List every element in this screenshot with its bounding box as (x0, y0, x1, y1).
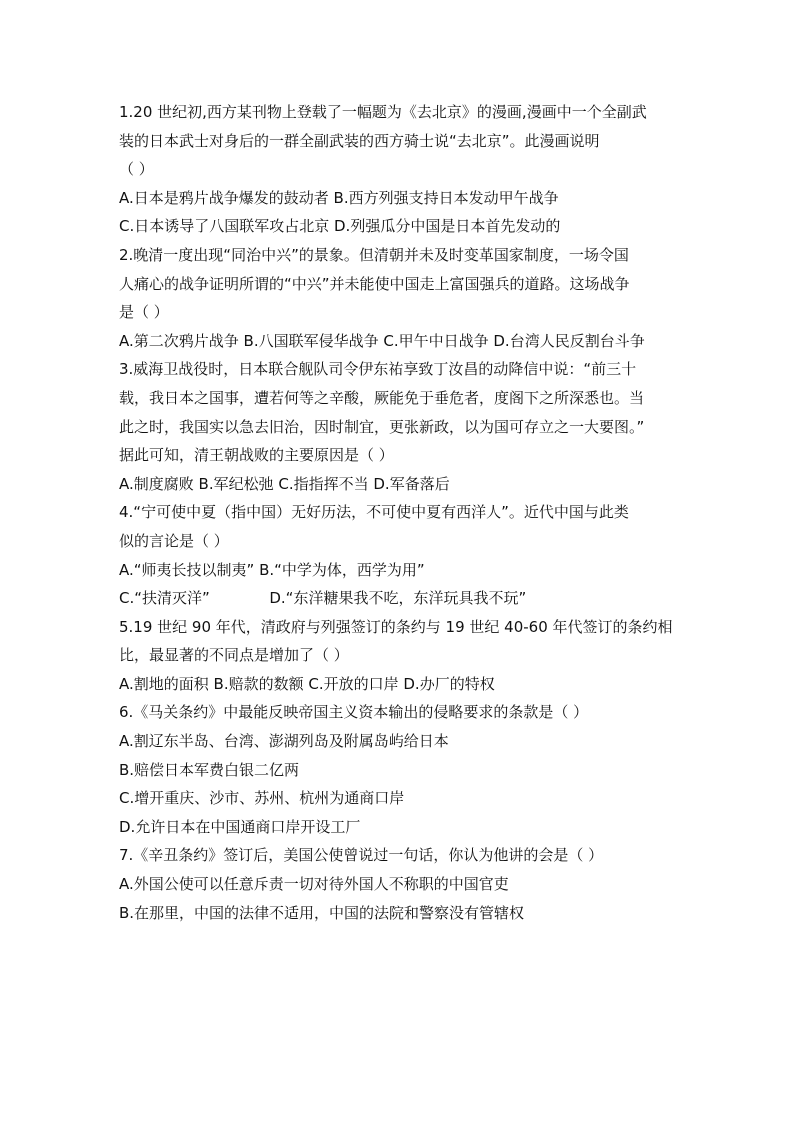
question-6 (119, 698, 794, 841)
q6-option-d: D.允许日本在中国通商口岸开设工厂 (119, 817, 361, 836)
q2-stem-line: 人痛心的战争证明所谓的“中兴”并未能使中国走上富国强兵的道路。这场战争 (119, 274, 630, 293)
q6-option-c: C.增开重庆、沙市、苏州、杭州为通商口岸 (119, 789, 405, 808)
q7-stem-line: 7.《辛丑条约》签订后，美国公使曾说过一句话，你认为他讲的会是（ ） (119, 846, 604, 865)
q5-stem-line: 5.19 世纪 90 年代，清政府与列强签订的条约与 19 世纪 40-60 年代签订的条约相 (119, 617, 673, 636)
q3-stem-line: 据此可知，清王朝战败的主要原因是（ ） (119, 446, 394, 465)
q3-stem-line: 3.威海卫战役时，日本联合舰队司令伊东祐享致丁汝昌的动降信中说：“前三十 (119, 360, 637, 379)
q4-stem-line: 似的言论是（ ） (119, 531, 229, 550)
q1-stem-line: 1.20 世纪初,西方某刊物上登载了一幅题为《去北京》的漫画,漫画中一个全副武 (119, 103, 647, 121)
q3-options: A.制度腐败 B.军纪松弛 C.指指挥不当 D.军备落后 (119, 474, 450, 493)
q4-options-ab: A.“师夷长技以制夷” B.“中学为体，西学为用” (119, 560, 425, 579)
q4-options-cd (119, 584, 794, 613)
q1-options-ab: A.日本是鸦片战争爆发的鼓动者 B.西方列强支持日本发动甲午战争 (119, 188, 559, 207)
q4-stem-line: 4.“宁可使中夏（指中国）无好历法，不可使中夏有西洋人”。近代中国与此类 (119, 503, 629, 522)
q2-stem-line: 2.晚清一度出现“同治中兴”的景象。但清朝并未及时变革国家制度，一场令国 (119, 245, 629, 264)
q2-options: A.第二次鸦片战争 B.八国联军侵华战争 C.甲午中日战争 D.台湾人民反割台斗争 (119, 331, 645, 350)
q3-stem-line: 此之时，我国实以急去旧治，因时制宜，更张新政，以为国可存立之一大要图。” (119, 417, 645, 436)
q1-answer-blank: （ ） (119, 160, 154, 179)
q7-option-b: B.在那里，中国的法律不适用，中国的法院和警察没有管辖权 (119, 903, 525, 922)
q6-option-b: B.赔偿日本军费白银二亿两 (119, 760, 300, 779)
question-1 (119, 98, 794, 241)
q6-option-a: A.割辽东半岛、台湾、澎湖列岛及附属岛屿给日本 (119, 732, 449, 751)
question-5 (119, 613, 794, 699)
q2-stem-line: 是（ ） (119, 303, 169, 322)
question-2 (119, 241, 794, 355)
question-7 (119, 841, 794, 927)
q3-stem-line: 载，我日本之国事，遭若何等之辛酸，厥能免于垂危者，度阁下之所深悉也。当 (119, 388, 645, 407)
question-3 (119, 355, 794, 498)
q1-stem-line: 装的日本武士对身后的一群全副武装的西方骑士说“去北京”。此漫画说明 (119, 131, 600, 150)
q5-options: A.割地的面积 B.赔款的数额 C.开放的口岸 D.办厂的特权 (119, 674, 495, 693)
q5-stem-line: 比，最显著的不同点是增加了（ ） (119, 646, 349, 665)
q4-option-d: D.“东洋糖果我不吃，东洋玩具我不玩” (269, 589, 527, 608)
q4-option-c: C.“扶清灭洋” (119, 589, 210, 608)
q7-option-a: A.外国公使可以任意斥责一切对待外国人不称职的中国官吏 (119, 875, 509, 894)
question-4 (119, 498, 794, 612)
q6-stem-line: 6.《马关条约》中最能反映帝国主义资本输出的侵略要求的条款是（ ） (119, 703, 589, 722)
q1-options-cd: C.日本诱导了八国联军攻占北京 D.列强瓜分中国是日本首先发动的 (119, 217, 561, 236)
